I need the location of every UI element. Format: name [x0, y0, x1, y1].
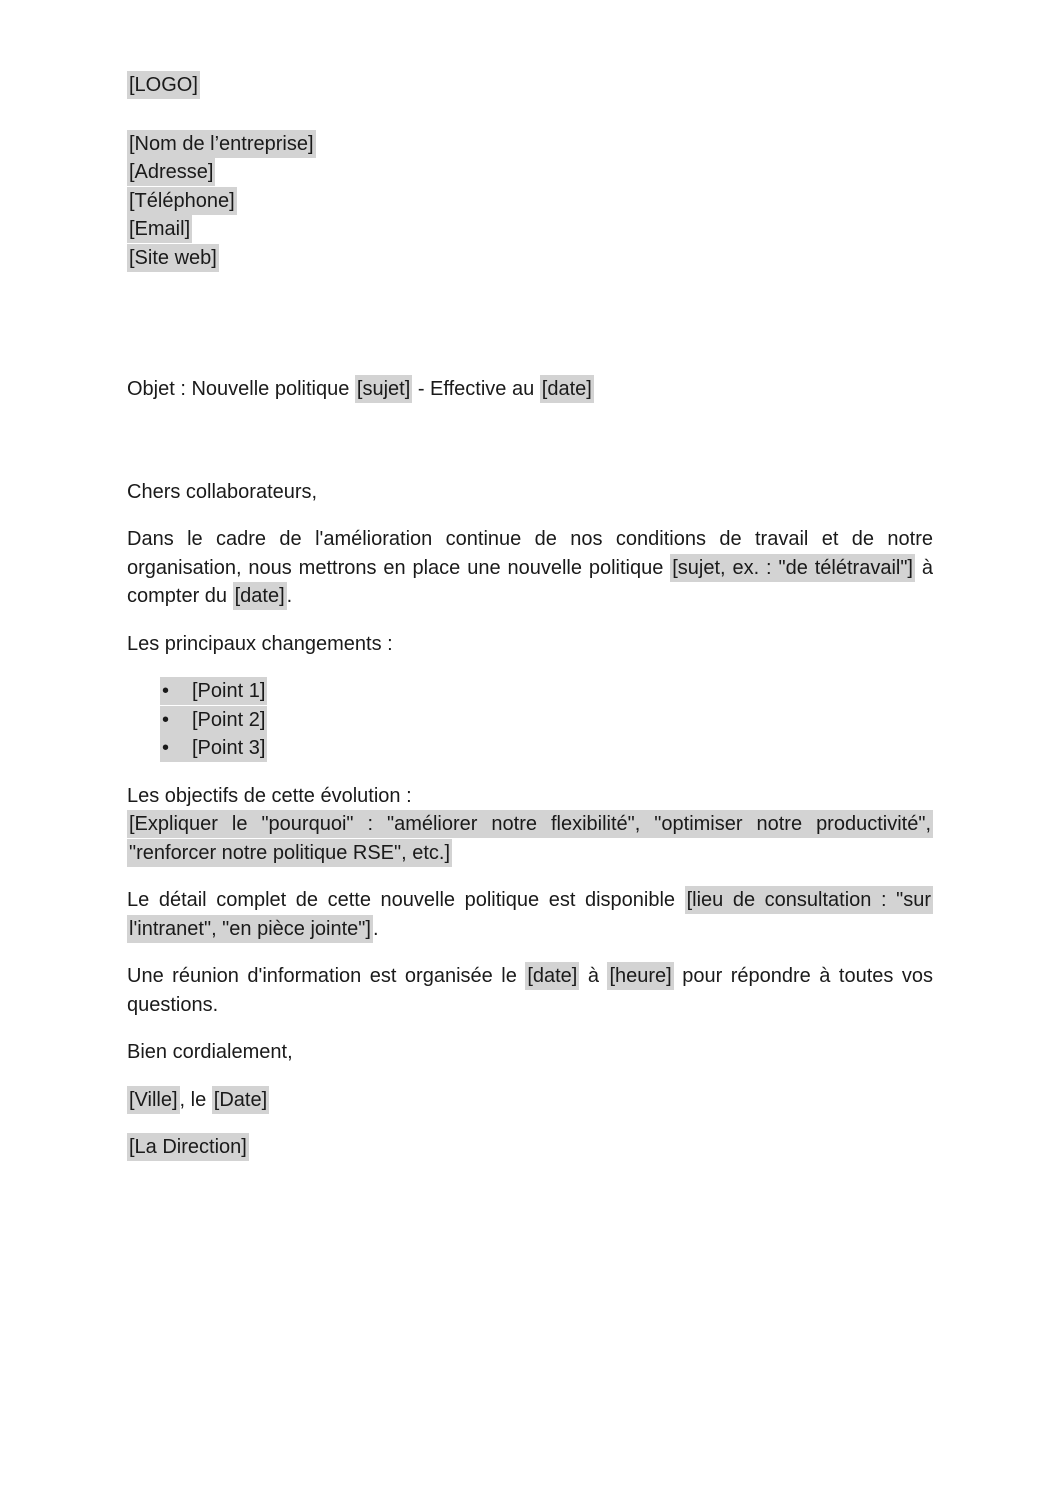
- point-1-placeholder: [Point 1]: [192, 680, 266, 702]
- city-placeholder: [Ville]: [127, 1086, 180, 1114]
- changes-list: [127, 677, 933, 763]
- signoff-line: [127, 1086, 933, 1115]
- intro-text-2: à compter du: [127, 556, 933, 607]
- meeting-time-placeholder: [heure]: [607, 962, 673, 990]
- objectives-placeholder: [Expliquer le "pourquoi" : "améliorer notre flexibilité", "optimiser notre productivité", "renforcer notre politique RSE", etc.]: [127, 810, 933, 867]
- objectives-paragraph: [127, 782, 933, 868]
- salutation: Chers collaborateurs,: [127, 480, 318, 503]
- signature-line: [127, 1133, 933, 1162]
- meeting-text-1: Une réunion d'information est organisée le: [127, 965, 526, 987]
- subject-middle: - Effective au: [412, 378, 540, 400]
- list-item: [160, 677, 933, 706]
- subject-placeholder: [sujet]: [355, 375, 412, 403]
- intro-date-placeholder: [date]: [233, 582, 287, 610]
- subject-prefix: Objet : Nouvelle politique: [127, 378, 355, 400]
- subject-date-placeholder: [date]: [540, 375, 594, 403]
- list-item: [160, 734, 933, 763]
- intro-paragraph: [127, 525, 933, 611]
- logo-line: [127, 71, 933, 100]
- company-phone-placeholder: [Téléphone]: [127, 187, 237, 215]
- bullet-icon: •: [162, 680, 170, 702]
- bullet-icon: •: [162, 708, 170, 731]
- changes-heading: Les principaux changements :: [127, 632, 393, 655]
- subject-line: [127, 375, 933, 404]
- signature-placeholder: [La Direction]: [127, 1133, 249, 1161]
- company-address-placeholder: [Adresse]: [127, 158, 215, 186]
- company-name-placeholder: [Nom de l’entreprise]: [127, 130, 316, 158]
- meeting-date-placeholder: [date]: [525, 962, 579, 990]
- signoff-separator: , le: [179, 1088, 212, 1111]
- closing: Bien cordialement,: [127, 1041, 293, 1063]
- point-3-placeholder: [Point 3]: [192, 737, 266, 759]
- point-2-placeholder: [Point 2]: [192, 708, 266, 731]
- details-paragraph: [127, 886, 933, 943]
- list-item: [160, 706, 933, 735]
- logo-placeholder: [LOGO]: [127, 71, 200, 99]
- meeting-paragraph: [127, 962, 933, 1019]
- date-placeholder: [Date]: [212, 1086, 269, 1114]
- intro-text-3: .: [286, 585, 293, 607]
- details-text-1: Le détail complet de cette nouvelle politique est disponible: [127, 889, 685, 911]
- details-text-2: .: [372, 917, 379, 940]
- details-location-placeholder: [lieu de consultation : "sur l'intranet", "en pièce jointe"]: [127, 886, 933, 943]
- company-info-block: [127, 130, 933, 273]
- meeting-text-2: à: [579, 965, 608, 987]
- company-website-placeholder: [Site web]: [127, 244, 219, 272]
- company-email-placeholder: [Email]: [127, 215, 192, 243]
- intro-subject-placeholder: [sujet, ex. : "de télétravail"]: [670, 554, 915, 582]
- meeting-text-3: pour répondre à toutes vos questions.: [127, 965, 933, 1016]
- bullet-icon: •: [162, 737, 170, 759]
- intro-text-1: Dans le cadre de l'amélioration continue de nos conditions de travail et de notre organisation, nous mettrons en place une nouvelle politique: [127, 528, 933, 579]
- objectives-heading: Les objectifs de cette évolution :: [127, 784, 412, 807]
